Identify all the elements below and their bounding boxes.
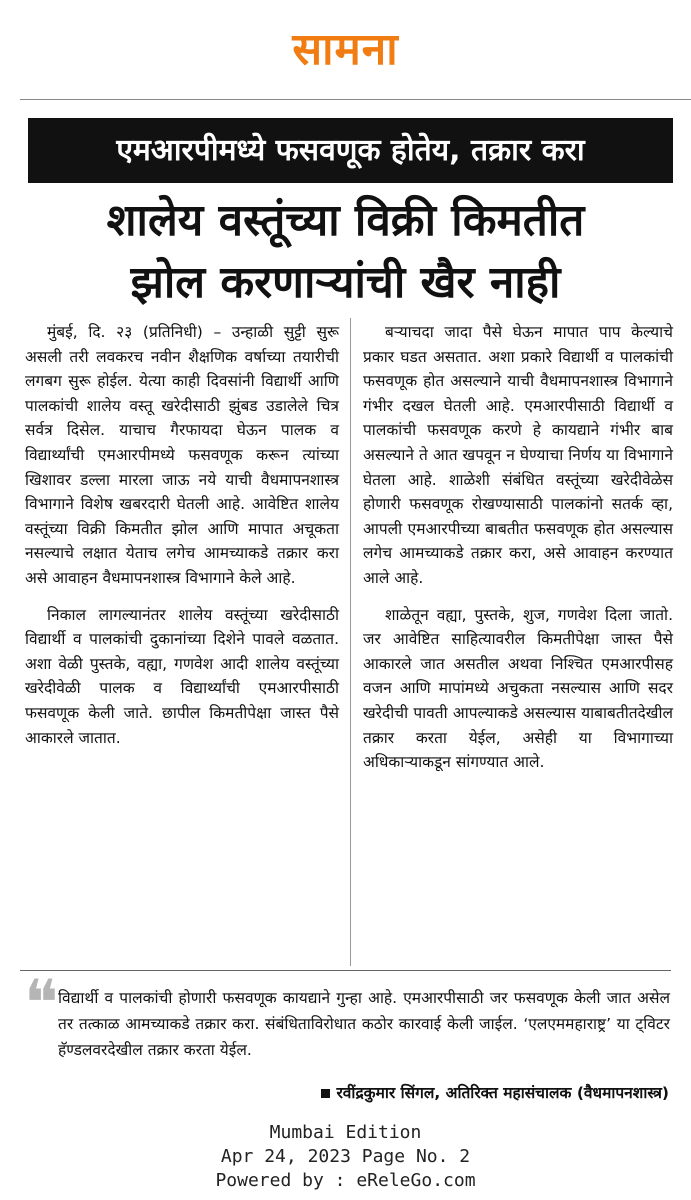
headline-line-2: झोल करणाऱ्यांची खैर नाही <box>130 257 561 308</box>
article-column-right <box>363 320 673 775</box>
article-kicker-banner: एमआरपीमध्ये फसवणूक होतेय, तक्रार करा <box>28 118 673 183</box>
article-paragraph: बऱ्याचदा जादा पैसे घेऊन मापात पाप केल्याचे प्रकार घडत असतात. अशा प्रकारे विद्यार्थी व पालकांची फसवणूक होत असल्याने याची वैधमापनशास्त्र विभागाने गंभीर दखल घेतली आहे. एमआरपीसाठी विद्यार्थी व पालकांची फसवणूक करणे हे कायद्याने गंभीर बाब असल्याने ते आत खपवून न घेण्याचा निर्णय या विभागाने घेतला आहे. शाळेशी संबंधित वस्तूंच्या खरेदीवेळेस होणारी फसवणूक रोखण्यासाठी पालकांनो सतर्क व्हा, आपली एमआरपीच्या बाबतीत फसवणूक होत असल्यास लगेच आमच्याकडे तक्रार करा, असे आवाहन करण्यात आले आहे. <box>363 323 673 587</box>
masthead-divider <box>20 99 691 100</box>
bullet-square-icon <box>321 1089 330 1098</box>
pull-quote: विद्यार्थी व पालकांची होणारी फसवणूक कायद्याने गुन्हा आहे. एमआरपीसाठी जर फसवणूक केली जात असेल तर तत्काळ आमच्याकडे तक्रार करा. संबंधिताविरोधात कठोर कारवाई केली जाईल. ‘एलएममहाराष्ट्र’ या ट्विटर हॅण्डलवरदेखील तक्रार करता येईल. <box>58 989 670 1059</box>
edition-date-page: Apr 24, 2023 Page No. 2 <box>220 1146 471 1167</box>
article-paragraph: निकाल लागल्यानंतर शालेय वस्तूंच्या खरेदीसाठी विद्यार्थी व पालकांची दुकानांच्या दिशेने पावले वळतात. अशा वेळी पुस्तके, वह्या, गणवेश आदी शालेय वस्तूंच्या खरेदीवेळी पालक व विद्यार्थ्यांची एमआरपीसाठी फसवणूक केली जाते. छापील किमतीपेक्षा जास्त पैसे आकारले जातात. <box>25 605 339 747</box>
quote-attribution <box>321 1080 669 1106</box>
article-column-left <box>25 320 339 750</box>
powered-by: Powered by : eReleGo.com <box>215 1170 476 1191</box>
column-divider <box>350 318 351 966</box>
newspaper-masthead: सामना <box>292 24 399 75</box>
quote-divider <box>20 970 671 971</box>
article-paragraph: मुंबई, दि. २३ (प्रतिनिधी) – उन्हाळी सुट्टी सुरू असली तरी लवकरच नवीन शैक्षणिक वर्षाच्या तयारीची लगबग सुरू होईल. येत्या काही दिवसांनी विद्यार्थी आणि पालकांची शालेय वस्तू खरेदीसाठी झुंबड उडालेले चित्र सर्वत्र दिसेल. याचाच गैरफायदा घेऊन पालक व विद्यार्थ्यांची एमआरपीमध्ये फसवणूक करून त्यांच्या खिशावर डल्ला मारला जाऊ नये याची वैधमापनशास्त्र विभागाने विशेष खबरदारी घेतली आहे. आवेष्टित शालेय वस्तूंच्या विक्री किमतीत झोल आणि मापात अचूकता नसल्याचे लक्षात येताच लगेच आमच्याकडे तक्रार करा असे आवाहन वैधमापनशास्त्र विभागाने केले आहे. <box>25 323 339 587</box>
edition-name: Mumbai Edition <box>269 1122 422 1143</box>
article-headline <box>20 190 671 314</box>
quote-mark-icon: ❝ <box>24 967 59 1041</box>
headline-line-1: शालेय वस्तूंच्या विक्री किमतीत <box>106 195 585 246</box>
quote-author-name: रवींद्रकुमार सिंगल, अतिरिक्त महासंचालक (वैधमापनशास्त्र) <box>336 1084 669 1102</box>
article-paragraph: शाळेतून वह्या, पुस्तके, शुज, गणवेश दिला जातो. जर आवेष्टित साहित्यावरील किमतीपेक्षा जास्त पैसे आकारले जात असतील अथवा निश्चित एमआरपीसह वजन आणि मापांमध्ये अचुकता नसल्यास आणि सदर खरेदीची पावती आपल्याकडे असल्यास याबाबतीतदेखील तक्रार करता येईल, असेही या विभागाच्या अधिकाऱ्याकडून सांगण्यात आले. <box>363 605 673 772</box>
edition-footer <box>0 1121 691 1193</box>
